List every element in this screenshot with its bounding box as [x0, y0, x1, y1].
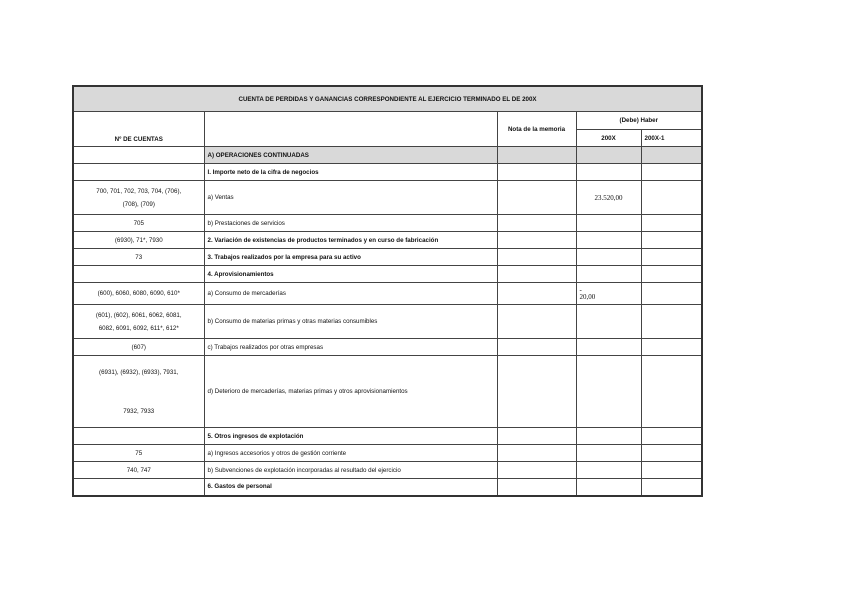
header-accounts: Nº DE CUENTAS	[73, 112, 204, 147]
concept-cell: 6. Gastos de personal	[204, 479, 497, 496]
amount-value: 20,00	[579, 292, 596, 301]
prev-year-cell	[641, 462, 702, 479]
accounts-line: (601), (602), 6061, 6062, 6081,	[95, 311, 182, 319]
year-cell	[576, 215, 641, 232]
prev-year-cell	[641, 232, 702, 249]
year-cell	[576, 164, 641, 181]
note-cell	[497, 462, 576, 479]
note-cell	[497, 215, 576, 232]
concept-cell: A) OPERACIONES CONTINUADAS	[204, 147, 497, 164]
year-cell	[576, 283, 641, 305]
amount-sign: -	[579, 285, 582, 294]
note-cell	[497, 232, 576, 249]
header-prev-year: 200X-1	[641, 130, 702, 147]
table-row	[73, 305, 702, 339]
accounts-line: (6931), (6932), (6933), 7931,	[99, 368, 179, 376]
table-row	[73, 164, 702, 181]
amount-value: 23.520,00	[594, 193, 623, 202]
accounts-cell	[73, 305, 204, 339]
year-cell	[576, 266, 641, 283]
concept-cell: 5. Otros ingresos de explotación	[204, 428, 497, 445]
note-cell	[497, 305, 576, 339]
concept-cell: 4. Aprovisionamientos	[204, 266, 497, 283]
year-cell	[576, 232, 641, 249]
table-row	[73, 339, 702, 356]
accounts-line: (708), (709)	[122, 200, 155, 208]
accounts-line: 6082, 6091, 6092, 611*, 612*	[98, 324, 179, 332]
note-cell	[497, 339, 576, 356]
year-cell	[576, 339, 641, 356]
accounts-line: 7932, 7933	[123, 407, 155, 415]
note-cell	[497, 479, 576, 496]
prev-year-cell	[641, 445, 702, 462]
table-row	[73, 428, 702, 445]
note-cell	[497, 283, 576, 305]
table-row	[73, 147, 702, 164]
accounts-cell	[73, 479, 204, 496]
year-cell	[576, 305, 641, 339]
accounts-cell	[73, 164, 204, 181]
accounts-cell: 705	[73, 215, 204, 232]
title-row	[73, 86, 702, 112]
prev-year-cell	[641, 283, 702, 305]
concept-cell: d) Deterioro de mercaderías, materias primas y otros aprovisionamientos	[204, 356, 497, 428]
table-title: CUENTA DE PERDIDAS Y GANANCIAS CORRESPONDIENTE AL EJERCICIO TERMINADO EL DE 200X	[73, 86, 702, 112]
concept-cell: 2. Variación de existencias de productos terminados y en curso de fabricación	[204, 232, 497, 249]
concept-cell: b) Prestaciones de servicios	[204, 215, 497, 232]
table-row	[73, 232, 702, 249]
note-cell	[497, 428, 576, 445]
note-cell	[497, 356, 576, 428]
note-cell	[497, 147, 576, 164]
accounts-cell: (600), 6060, 6080, 6090, 610*	[73, 283, 204, 305]
year-cell	[576, 479, 641, 496]
table-row	[73, 462, 702, 479]
header-concept	[204, 112, 497, 147]
concept-cell: 3. Trabajos realizados por la empresa para su activo	[204, 249, 497, 266]
accounts-cell: (6930), 71*, 7930	[73, 232, 204, 249]
table-row	[73, 266, 702, 283]
note-cell	[497, 445, 576, 462]
year-cell	[576, 462, 641, 479]
accounts-cell	[73, 181, 204, 215]
note-cell	[497, 249, 576, 266]
table-row	[73, 215, 702, 232]
header-debe-haber: (Debe) Haber	[576, 112, 702, 130]
prev-year-cell	[641, 249, 702, 266]
concept-cell: a) Ingresos accesorios y otros de gestión corriente	[204, 445, 497, 462]
accounts-cell	[73, 147, 204, 164]
header-note: Nota de la memoria	[497, 112, 576, 147]
prev-year-cell	[641, 164, 702, 181]
note-cell	[497, 164, 576, 181]
profit-loss-table	[72, 85, 703, 497]
year-cell	[576, 147, 641, 164]
table-row	[73, 249, 702, 266]
note-cell	[497, 266, 576, 283]
header-year: 200X	[576, 130, 641, 147]
table-row	[73, 181, 702, 215]
prev-year-cell	[641, 479, 702, 496]
prev-year-cell	[641, 428, 702, 445]
year-cell	[576, 445, 641, 462]
prev-year-cell	[641, 305, 702, 339]
concept-cell: b) Consumo de materias primas y otras materias consumibles	[204, 305, 497, 339]
accounts-line: 700, 701, 702, 703, 704, (706),	[96, 187, 182, 195]
table-row	[73, 445, 702, 462]
year-cell	[576, 181, 641, 215]
header-row	[73, 112, 702, 130]
year-cell	[576, 428, 641, 445]
prev-year-cell	[641, 181, 702, 215]
prev-year-cell	[641, 266, 702, 283]
accounts-cell: 740, 747	[73, 462, 204, 479]
year-cell	[576, 249, 641, 266]
prev-year-cell	[641, 215, 702, 232]
prev-year-cell	[641, 147, 702, 164]
accounts-cell	[73, 428, 204, 445]
year-cell	[576, 356, 641, 428]
concept-cell: a) Consumo de mercaderías	[204, 283, 497, 305]
concept-cell: c) Trabajos realizados por otras empresas	[204, 339, 497, 356]
accounts-cell	[73, 356, 204, 428]
accounts-cell: 75	[73, 445, 204, 462]
accounts-cell	[73, 266, 204, 283]
concept-cell: b) Subvenciones de explotación incorporadas al resultado del ejercicio	[204, 462, 497, 479]
note-cell	[497, 181, 576, 215]
table-row	[73, 283, 702, 305]
prev-year-cell	[641, 356, 702, 428]
table-row	[73, 479, 702, 496]
accounts-cell: (607)	[73, 339, 204, 356]
accounts-cell: 73	[73, 249, 204, 266]
prev-year-cell	[641, 339, 702, 356]
concept-cell: I. Importe neto de la cifra de negocios	[204, 164, 497, 181]
concept-cell: a) Ventas	[204, 181, 497, 215]
table-row	[73, 356, 702, 428]
